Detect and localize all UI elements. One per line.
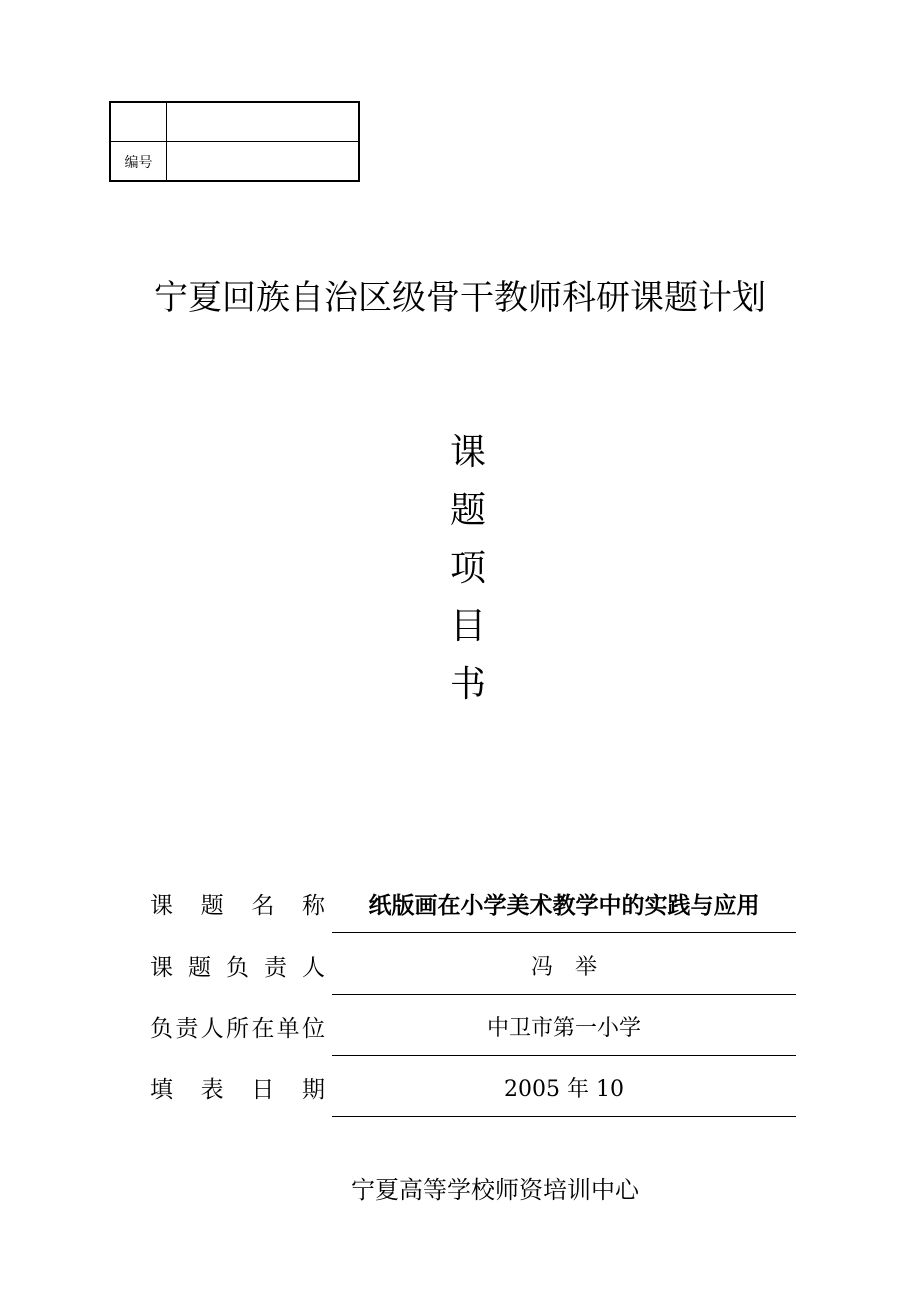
code-box-divider-horizontal [111,141,358,142]
underline [332,994,796,995]
info-value: 2005 年 10 [504,1077,624,1102]
info-value: 纸版画在小学美术教学中的实践与应用 [368,892,760,919]
vertical-title-char: 目 [449,606,486,647]
vertical-title-char: 项 [449,548,486,589]
vertical-title-char: 课 [449,432,486,473]
info-value: 中卫市第一小学 [486,1016,641,1041]
code-label: 编号 [124,154,153,171]
vertical-title-char: 题 [449,490,486,531]
footer-organization: 宁夏高等学校师资培训中心 [351,1176,639,1204]
vertical-title [420,424,516,714]
code-box [109,101,360,182]
info-value: 冯 举 [530,955,597,980]
underline [332,1055,796,1056]
vertical-title-char: 书 [449,664,486,705]
underline [332,932,796,933]
page-title: 宁夏回族自治区级骨干教师科研课题计划 [154,278,766,318]
info-row-unit [150,1009,796,1069]
info-label: 填 表 日 期 [150,1077,325,1103]
info-label: 负责人所在单位 [150,1016,325,1042]
info-row-leader [150,948,796,1008]
info-label: 课 题 名 称 [150,893,325,919]
info-label: 课题负责人 [150,955,325,981]
underline [332,1116,796,1117]
info-row-date [150,1070,796,1130]
info-row-project-name [150,886,796,946]
